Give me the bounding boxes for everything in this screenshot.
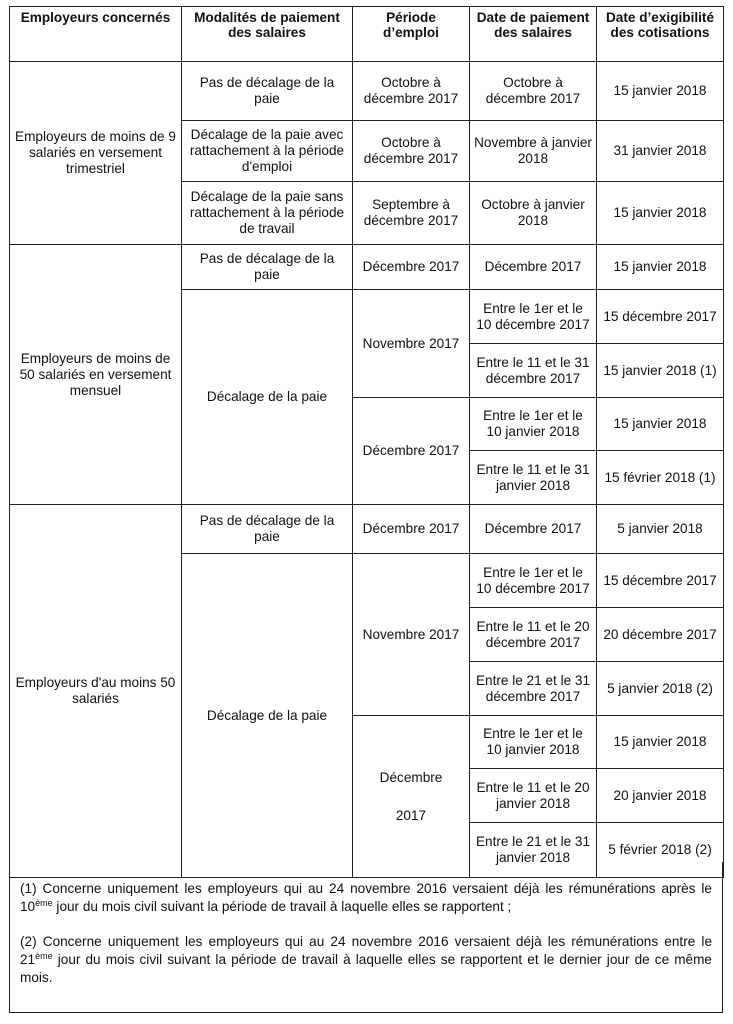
header-payment-date: Date de paiement des salaires: [470, 7, 597, 62]
payment-mode-cell: Décalage de la paie sans rattachement à la période de travail: [182, 182, 353, 245]
due-date-cell: 20 décembre 2017: [597, 608, 724, 662]
payment-date-cell: Octobre à décembre 2017: [470, 62, 597, 121]
payment-date-cell: Entre le 1er et le 10 décembre 2017: [470, 554, 597, 608]
footnote-2: [20, 933, 712, 987]
payment-date-cell: Entre le 11 et le 31 janvier 2018: [470, 451, 597, 505]
due-date-cell: 31 janvier 2018: [597, 121, 724, 182]
payment-date-cell: Octobre à janvier 2018: [470, 182, 597, 245]
due-date-cell: 15 février 2018 (1): [597, 451, 724, 505]
header-due-date: Date d’exigibilité des cotisations: [597, 7, 724, 62]
due-date-cell: 15 janvier 2018: [597, 716, 724, 769]
period-cell: Décembre 2017: [353, 505, 470, 554]
due-date-cell: 15 janvier 2018: [597, 182, 724, 245]
footnote-1-text-end: jour du mois civil suivant la période de travail à laquelle elles se rapportent ;: [52, 899, 512, 914]
employer-cell: Employeurs d'au moins 50 salariés: [10, 505, 182, 878]
due-date-cell: 5 février 2018 (2): [597, 823, 724, 878]
due-date-cell: 15 janvier 2018: [597, 245, 724, 290]
footnote-2-text: (2) Concerne uniquement les employeurs qui au 24 novembre 2016 versaient déjà les rémunérations entre le 21: [20, 934, 712, 967]
payment-date-cell: Entre le 21 et le 31 janvier 2018: [470, 823, 597, 878]
period-cell: Novembre 2017: [353, 554, 470, 716]
employer-cell: Employeurs de moins de 9 salariés en versement trimestriel: [10, 62, 182, 245]
payment-date-cell: Entre le 1er et le 10 janvier 2018: [470, 398, 597, 451]
payment-mode-cell: Décalage de la paie: [182, 554, 353, 878]
footnote-1: [20, 880, 712, 916]
footnote-1-sup: ème: [35, 898, 53, 908]
period-month: Décembre: [379, 769, 443, 785]
due-date-cell: 15 décembre 2017: [597, 290, 724, 344]
footnotes: [9, 862, 723, 1013]
due-date-cell: 15 janvier 2018: [597, 62, 724, 121]
payment-date-cell: Entre le 11 et le 20 janvier 2018: [470, 769, 597, 823]
footnote-2-sup: ème: [35, 951, 53, 961]
due-date-cell: 5 janvier 2018 (2): [597, 662, 724, 716]
footnote-2-text-end: jour du mois civil suivant la période de travail à laquelle elles se rapportent et le dernier jour de ce même mois.: [20, 952, 712, 985]
period-cell: Novembre 2017: [353, 290, 470, 398]
due-date-cell: 5 janvier 2018: [597, 505, 724, 554]
table-row: [10, 245, 724, 290]
period-cell: Octobre à décembre 2017: [353, 121, 470, 182]
payment-date-cell: Décembre 2017: [470, 505, 597, 554]
payment-mode-cell: Pas de décalage de la paie: [182, 62, 353, 121]
period-year: 2017: [395, 807, 427, 823]
due-date-cell: 20 janvier 2018: [597, 769, 724, 823]
due-date-cell: 15 janvier 2018 (1): [597, 344, 724, 398]
payment-date-cell: Entre le 21 et le 31 décembre 2017: [470, 662, 597, 716]
header-row: [10, 7, 724, 62]
header-employment-period: Période d’emploi: [353, 7, 470, 62]
period-cell: Décembre 2017: [353, 245, 470, 290]
due-date-cell: 15 janvier 2018: [597, 398, 724, 451]
header-payment-mode: Modalités de paiement des salaires: [182, 7, 353, 62]
table-row: [10, 62, 724, 121]
period-cell: Septembre à décembre 2017: [353, 182, 470, 245]
contributions-table: [9, 6, 724, 878]
period-cell: [353, 716, 470, 878]
payment-mode-cell: Décalage de la paie: [182, 290, 353, 505]
payment-date-cell: Entre le 11 et le 31 décembre 2017: [470, 344, 597, 398]
payment-mode-cell: Pas de décalage de la paie: [182, 505, 353, 554]
employer-cell: Employeurs de moins de 50 salariés en versement mensuel: [10, 245, 182, 505]
payment-date-cell: Entre le 11 et le 20 décembre 2017: [470, 608, 597, 662]
header-employers: Employeurs concernés: [10, 7, 182, 62]
payment-date-cell: Entre le 1er et le 10 décembre 2017: [470, 290, 597, 344]
footnote-1-text: (1) Concerne uniquement les employeurs qui au 24 novembre 2016 versaient déjà les rémunérations après le 10: [20, 881, 712, 914]
table-row: [10, 505, 724, 554]
payment-mode-cell: Décalage de la paie avec rattachement à la période d'emploi: [182, 121, 353, 182]
payment-mode-cell: Pas de décalage de la paie: [182, 245, 353, 290]
payment-date-cell: Novembre à janvier 2018: [470, 121, 597, 182]
payment-date-cell: Décembre 2017: [470, 245, 597, 290]
period-cell: Décembre 2017: [353, 398, 470, 505]
payment-date-cell: Entre le 1er et le 10 janvier 2018: [470, 716, 597, 769]
due-date-cell: 15 décembre 2017: [597, 554, 724, 608]
period-cell: Octobre à décembre 2017: [353, 62, 470, 121]
